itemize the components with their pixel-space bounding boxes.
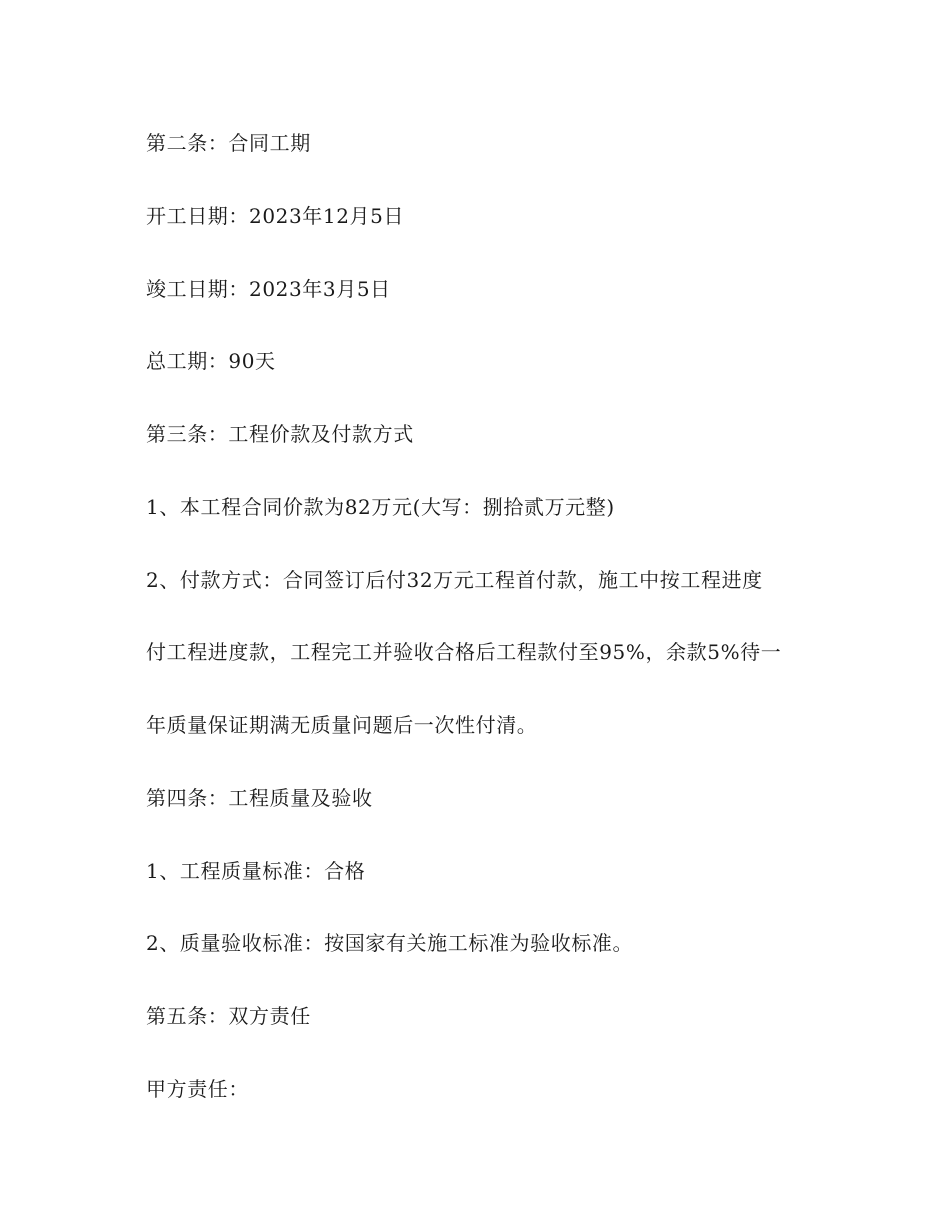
- payment-method-line-3: 年质量保证期满无质量问题后一次性付清。: [146, 713, 538, 737]
- total-duration-line: 总工期：90天: [146, 349, 276, 373]
- party-a-responsibility-heading: 甲方责任：: [146, 1077, 249, 1101]
- acceptance-standard-line: 2、质量验收标准：按国家有关施工标准为验收标准。: [146, 931, 634, 955]
- completion-date-line: 竣工日期：2023年3月5日: [146, 277, 391, 301]
- section-heading-article-5: 第五条：双方责任: [146, 1004, 311, 1028]
- section-heading-article-2: 第二条：合同工期: [146, 131, 311, 155]
- start-date-line: 开工日期：2023年12月5日: [146, 204, 405, 228]
- contract-price-line: 1、本工程合同价款为82万元(大写：捌拾贰万元整): [146, 495, 615, 519]
- section-heading-article-3: 第三条：工程价款及付款方式: [146, 422, 414, 446]
- payment-method-line-1: 2、付款方式：合同签订后付32万元工程首付款，施工中按工程进度: [146, 568, 763, 592]
- payment-method-line-2: 付工程进度款，工程完工并验收合格后工程款付至95%，余款5%待一: [146, 640, 782, 664]
- section-heading-article-4: 第四条：工程质量及验收: [146, 786, 373, 810]
- quality-standard-line: 1、工程质量标准：合格: [146, 859, 366, 883]
